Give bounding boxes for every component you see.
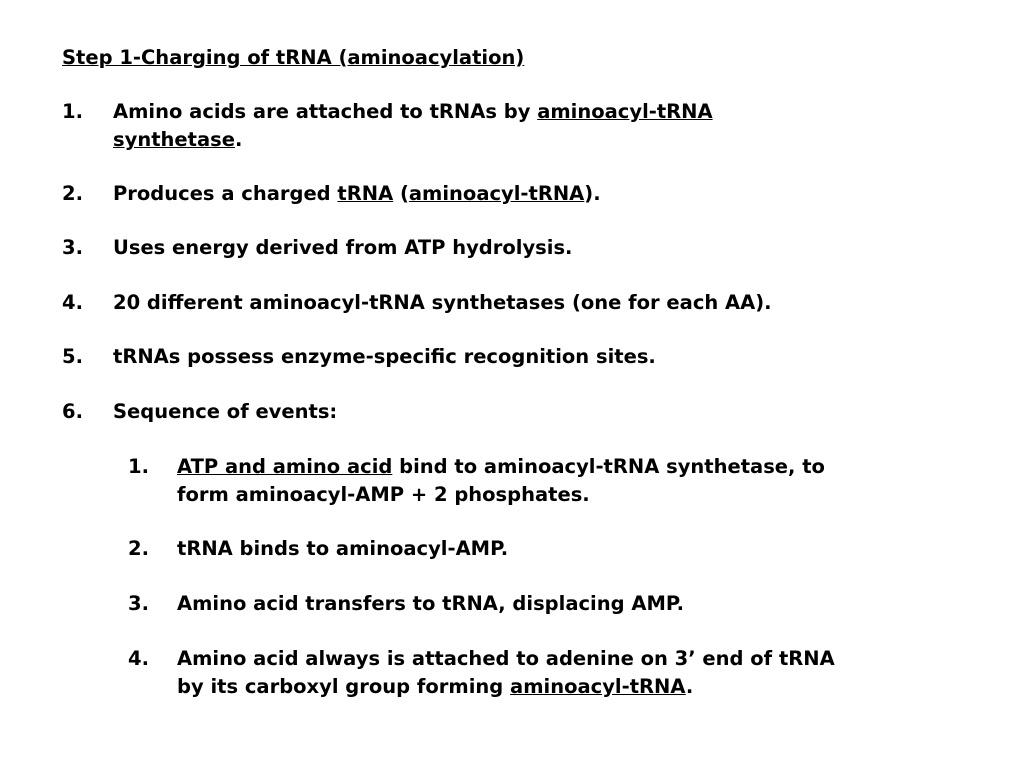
sublist-number: 2. [128,537,149,560]
sublist-text [177,453,967,509]
sublist-text [177,535,967,563]
text-run: ( [393,182,409,205]
sublist-number: 4. [128,647,149,670]
text-run: tRNAs possess enzyme-specific recognition sites. [113,345,656,368]
list-number: 6. [62,400,83,423]
text-run: Amino acids are attached to tRNAs by [113,100,538,123]
list-text [113,289,933,317]
text-run: Amino acid transfers to tRNA, displacing AMP. [177,592,684,615]
text-run: Uses energy derived from ATP hydrolysis. [113,236,573,259]
underlined-term: tRNA [337,182,394,205]
underlined-term: aminoacyl-tRNA [510,675,686,698]
text-run: . [685,675,694,698]
text-run: ). [584,182,601,205]
sublist-text [177,590,967,618]
list-text [113,180,933,208]
sublist-number: 3. [128,592,149,615]
text-run: Amino acid always is attached to adenine on 3’ end of tRNA [177,647,835,670]
text-run: tRNA binds to aminoacyl-AMP. [177,537,509,560]
text-run: bind to aminoacyl-tRNA synthetase, to [392,455,825,478]
list-text [113,398,933,426]
text-run: form aminoacyl-AMP + 2 phosphates. [177,483,590,506]
list-text [113,234,933,262]
underlined-term: synthetase [113,128,235,151]
list-number: 1. [62,100,83,123]
list-text [113,98,933,154]
text-run: Sequence of events: [113,400,338,423]
underlined-term: aminoacyl-tRNA [408,182,585,205]
underlined-term: ATP and amino acid [177,455,393,478]
text-run: Produces a charged [113,182,338,205]
list-text [113,343,933,371]
sublist-text [177,645,967,701]
text-run: by its carboxyl group forming [177,675,511,698]
list-number: 2. [62,182,83,205]
list-number: 4. [62,291,83,314]
sublist-number: 1. [128,455,149,478]
underlined-term: aminoacyl-tRNA [537,100,713,123]
text-run: 20 different aminoacyl-tRNA synthetases (one for each AA). [113,291,772,314]
text-run: . [234,128,243,151]
list-number: 5. [62,345,83,368]
slide-title: Step 1-Charging of tRNA (aminoacylation) [62,46,525,69]
list-number: 3. [62,236,83,259]
